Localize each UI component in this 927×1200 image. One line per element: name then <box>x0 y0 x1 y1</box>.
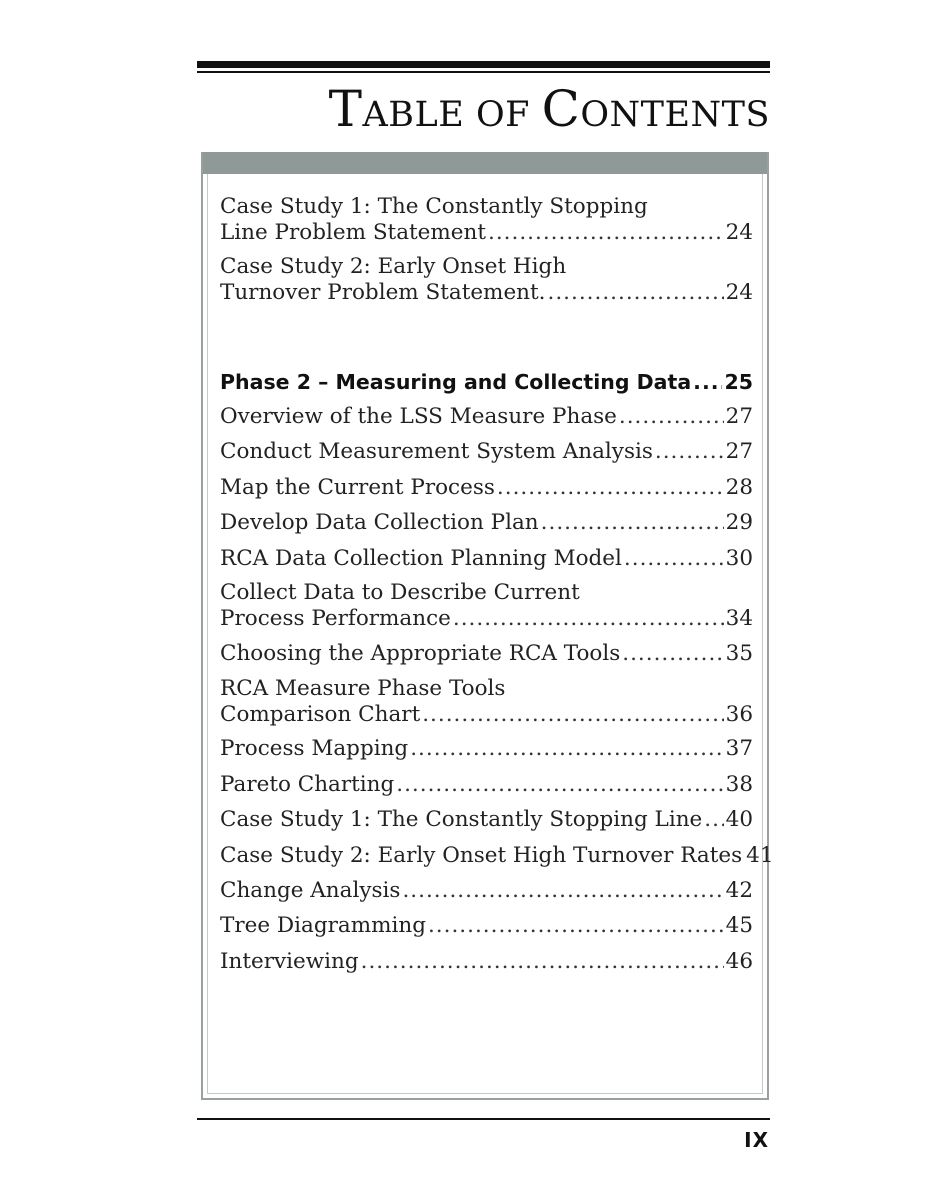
toc-entry[interactable] <box>220 435 753 470</box>
toc-entry[interactable] <box>220 873 753 908</box>
toc-entry-page: 34 <box>725 606 753 632</box>
toc-entry-case-study-1-problem[interactable] <box>220 190 753 250</box>
toc-entry-label: Conduct Measurement System Analysis <box>220 439 653 465</box>
toc-entry-label-line2: Turnover Problem Statement. <box>220 280 546 305</box>
title-cap-c: C <box>541 80 581 138</box>
dot-leader <box>622 641 723 667</box>
contents-box-header <box>203 152 767 174</box>
toc-entry[interactable] <box>220 732 753 767</box>
toc-entry-label: Case Study 2: Early Onset High Turnover Rates <box>220 842 743 868</box>
title-rest-1: ABLE OF <box>362 95 542 135</box>
toc-entry[interactable] <box>220 470 753 505</box>
toc-entry-comparison-chart[interactable] <box>220 672 753 732</box>
toc-entry-label-line1: Case Study 2: Early Onset High <box>220 254 567 279</box>
toc-entry-page: 28 <box>725 474 753 500</box>
toc-entry-case-study-2-problem[interactable] <box>220 250 753 310</box>
page-title <box>328 80 770 138</box>
toc-entry[interactable] <box>220 399 753 434</box>
toc-phase-heading[interactable] <box>220 364 753 399</box>
toc-entry-page: 45 <box>725 913 753 939</box>
toc-entry[interactable] <box>220 506 753 541</box>
phase-label: Phase 2 – Measuring and Collecting Data <box>220 369 692 394</box>
toc-entry[interactable] <box>220 541 753 576</box>
toc-entry-label-line2: Process Performance <box>220 606 451 632</box>
dot-leader <box>693 369 722 395</box>
toc-entry-page: 27 <box>725 439 753 465</box>
toc-entry-page: 37 <box>725 736 753 762</box>
toc-entry-label: Case Study 1: The Constantly Stopping Line <box>220 807 703 833</box>
dot-leader <box>361 949 724 975</box>
title-rest-2: ONTENTS <box>580 95 770 135</box>
dot-leader <box>704 807 723 833</box>
toc-entry-label: Interviewing <box>220 948 359 974</box>
toc-entry-label: Tree Diagramming <box>220 913 426 939</box>
title-cap-t: T <box>328 80 363 138</box>
dot-leader <box>624 546 724 572</box>
dot-leader <box>541 510 724 536</box>
toc-entry-page: 27 <box>725 404 753 430</box>
toc-entry-page: 38 <box>725 771 753 797</box>
toc-list <box>220 190 774 979</box>
dot-leader <box>422 702 723 728</box>
toc-entry-label: Pareto Charting <box>220 771 395 797</box>
toc-entry-label: RCA Data Collection Planning Model <box>220 545 622 571</box>
dot-leader <box>396 772 723 798</box>
dot-leader <box>453 606 724 632</box>
toc-entry-choosing-tools[interactable] <box>220 636 753 671</box>
toc-entry-label-line2: Comparison Chart <box>220 701 421 727</box>
toc-entry-label: Change Analysis <box>220 877 401 903</box>
toc-entry-label: Overview of the LSS Measure Phase <box>220 404 617 430</box>
toc-entry[interactable] <box>220 838 774 873</box>
toc-entry-label: Choosing the Appropriate RCA Tools <box>220 641 621 667</box>
toc-entry-page: 35 <box>725 641 753 667</box>
toc-entry-page: 42 <box>725 877 753 903</box>
dot-leader <box>428 913 724 939</box>
toc-entry-page: 24 <box>725 220 753 245</box>
toc-entry-label-line1: RCA Measure Phase Tools <box>220 675 506 701</box>
dot-leader <box>619 404 724 430</box>
toc-entry[interactable] <box>220 767 753 802</box>
dot-leader <box>402 878 723 904</box>
toc-entry[interactable] <box>220 944 753 979</box>
toc-entry[interactable] <box>220 909 753 944</box>
toc-entry-page: 24 <box>725 280 753 305</box>
toc-entry-page: 41 <box>746 842 774 868</box>
dot-leader <box>655 439 724 465</box>
toc-entry-label: Map the Current Process <box>220 474 495 500</box>
dot-leader <box>548 280 724 306</box>
section-gap <box>220 310 753 364</box>
dot-leader <box>488 220 724 246</box>
dot-leader <box>410 736 723 762</box>
toc-entry-collect-data[interactable] <box>220 576 753 636</box>
toc-entry-label-line1: Case Study 1: The Constantly Stopping <box>220 194 648 219</box>
toc-entry-page: 29 <box>725 510 753 536</box>
toc-entry-page: 36 <box>725 701 753 727</box>
toc-entry-page: 46 <box>725 948 753 974</box>
bottom-rule <box>197 1118 770 1120</box>
toc-entry[interactable] <box>220 803 753 838</box>
top-rule-thin <box>197 71 770 73</box>
dot-leader <box>497 475 724 501</box>
toc-entry-label-line1: Collect Data to Describe Current <box>220 580 580 606</box>
page-number: IX <box>744 1128 769 1152</box>
toc-entry-label-line2: Line Problem Statement <box>220 220 486 245</box>
toc-entry-page: 30 <box>725 545 753 571</box>
top-rule-thick <box>197 61 770 68</box>
toc-entry-label: Develop Data Collection Plan <box>220 510 539 536</box>
phase-page: 25 <box>724 369 753 394</box>
toc-entry-page: 40 <box>725 807 753 833</box>
toc-entry-label: Process Mapping <box>220 736 409 762</box>
